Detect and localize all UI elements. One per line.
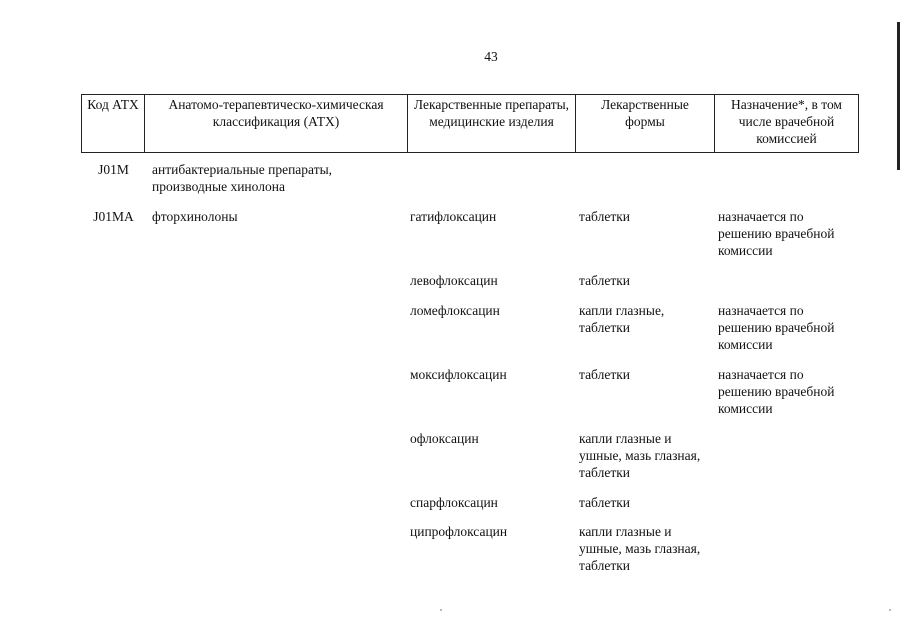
header-classification: Анатомо-терапевтическо-химическая классификация (АТХ) [145, 95, 408, 153]
purpose-note: назначается по решению врачебной комиссии [718, 367, 835, 416]
atc-code: J01MA [93, 209, 134, 224]
header-code: Код АТХ [82, 95, 145, 153]
page-number: 43 [484, 49, 498, 64]
scan-edge-line [897, 22, 900, 170]
drug-name: ципрофлоксацин [410, 524, 508, 539]
dosage-form: таблетки [579, 495, 631, 510]
drug-name: моксифлоксацин [410, 367, 507, 382]
table-header [81, 94, 859, 153]
atc-classification: фторхинолоны [152, 209, 238, 224]
atc-classification: антибактериальные препараты, производные хинолона [152, 162, 333, 194]
dosage-form: таблетки [579, 273, 631, 288]
drug-name: офлоксацин [410, 431, 479, 446]
drug-name: левофлоксацин [410, 273, 498, 288]
drug-name: спарфлоксацин [410, 495, 498, 510]
scan-speck [889, 609, 891, 611]
drug-name: ломефлоксацин [410, 303, 500, 318]
drug-name: гатифлоксацин [410, 209, 497, 224]
dosage-form: таблетки [579, 209, 631, 224]
purpose-note: назначается по решению врачебной комиссии [718, 303, 835, 352]
purpose-note: назначается по решению врачебной комиссии [718, 209, 835, 258]
scan-speck [440, 609, 442, 611]
header-forms: Лекарственные формы [576, 95, 715, 153]
dosage-form: капли глазные и ушные, мазь глазная, таблетки [579, 431, 701, 480]
atc-code: J01M [98, 162, 129, 177]
header-drugs: Лекарственные препараты, медицинские изделия [408, 95, 576, 153]
dosage-form: капли глазные и ушные, мазь глазная, таблетки [579, 524, 701, 573]
header-purpose: Назначение*, в том числе врачебной комиссией [715, 95, 859, 153]
dosage-form: таблетки [579, 367, 631, 382]
dosage-form: капли глазные, таблетки [579, 303, 665, 335]
